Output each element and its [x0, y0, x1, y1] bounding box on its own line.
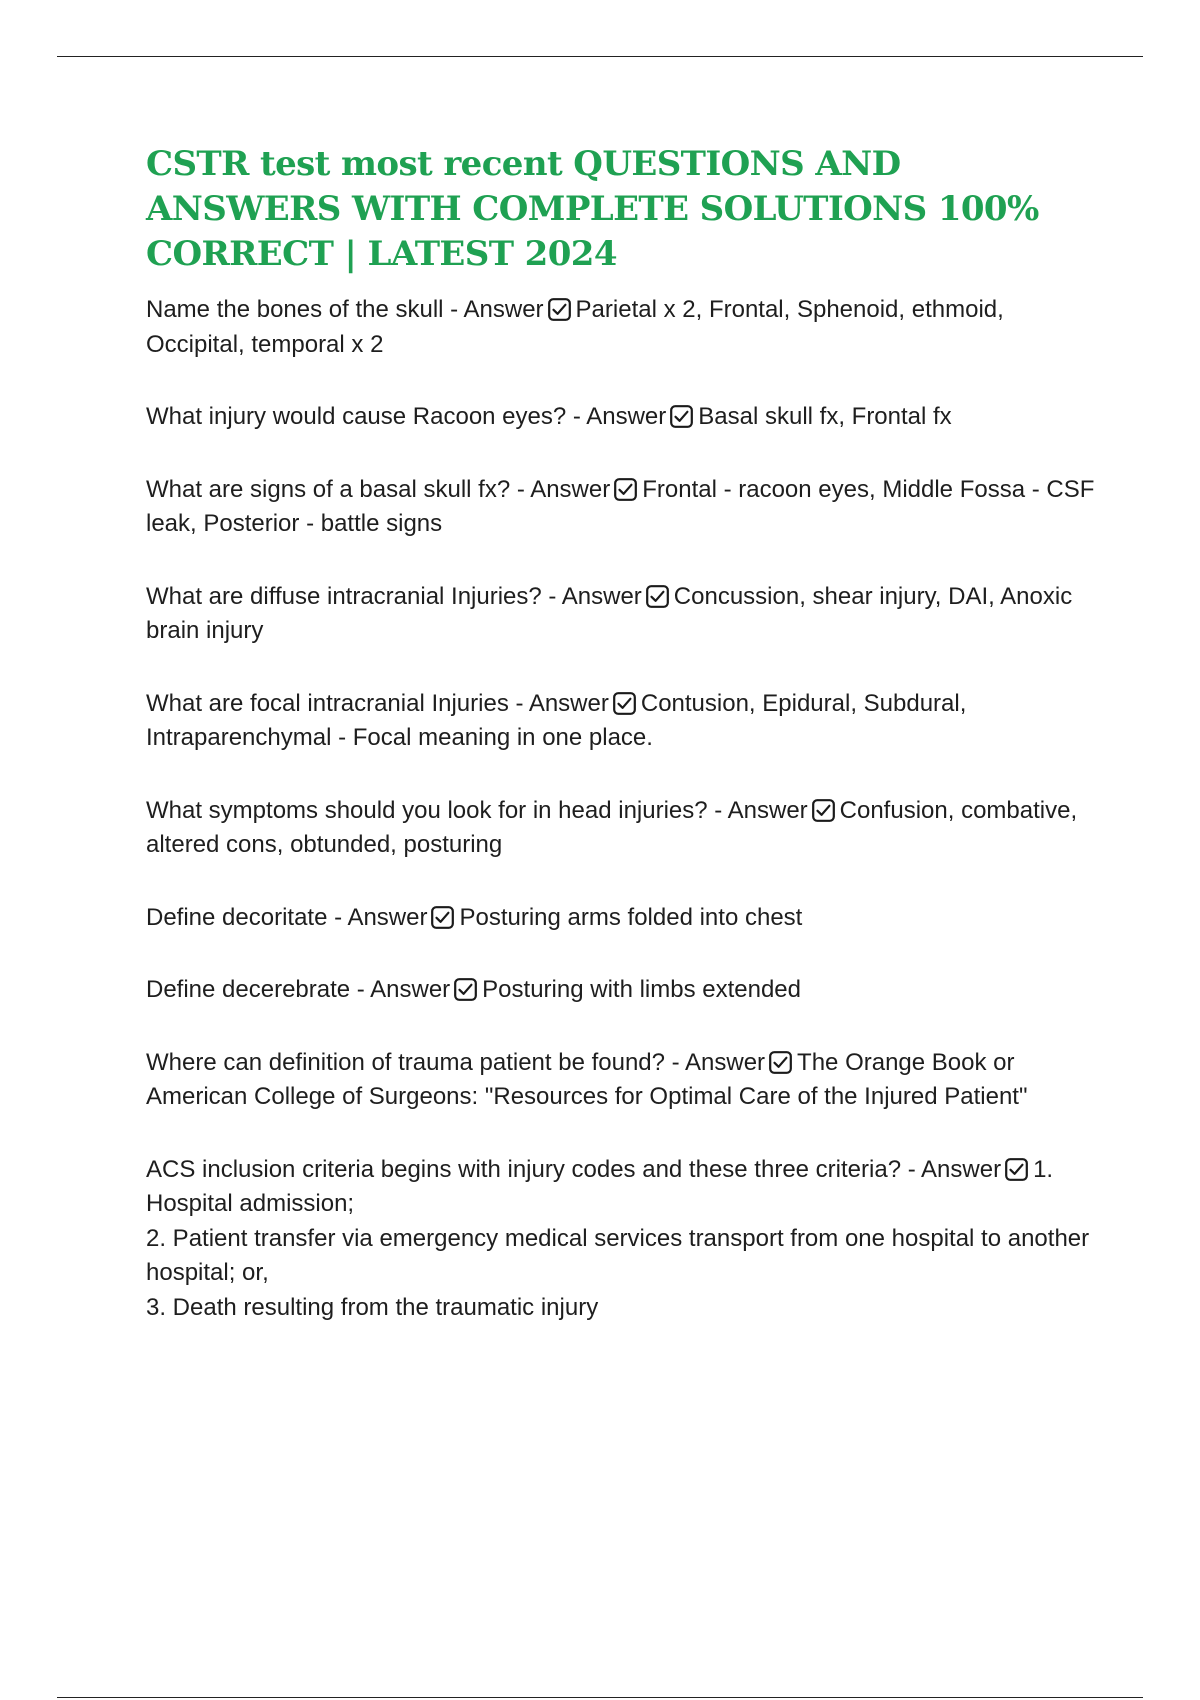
answer-label: Answer [685, 1048, 766, 1076]
answer-label: Answer [370, 976, 451, 1003]
qa-item [146, 687, 1096, 756]
qa-item [146, 794, 1096, 863]
question-text: What symptoms should you look for in head injuries? - [146, 796, 728, 824]
answer-line-3: 3. Death resulting from the traumatic injury [146, 1293, 599, 1321]
answer-text: Basal skull fx, Frontal fx [698, 403, 952, 430]
document-title: CSTR test most recent QUESTIONS AND ANSWERS WITH COMPLETE SOLUTIONS 100% CORRECT | LATEST 2024 [146, 144, 1039, 274]
question-text: Name the bones of the skull - [146, 296, 464, 323]
answer-text: Contusion, Epidural, Subdural, Intraparenchymal - Focal meaning in one place. [146, 689, 967, 751]
question-text: Define decoritate - [146, 903, 348, 931]
answer-text: Confusion, combative, altered cons, obtunded, posturing [146, 796, 1078, 858]
answer-text: Frontal - racoon eyes, Middle Fossa - CSF leak, Posterior - battle signs [146, 475, 1095, 537]
checkbox-checked-icon [454, 978, 477, 1001]
answer-line-1: 1. Hospital admission; [146, 1155, 1054, 1217]
checkbox-checked-icon [670, 405, 693, 428]
answer-text: Posturing with limbs extended [482, 976, 802, 1003]
qa-item [146, 901, 1096, 936]
question-text: Where can definition of trauma patient be found? - [146, 1048, 686, 1076]
question-text: ACS inclusion criteria begins with injury codes and these three criteria? - [146, 1155, 922, 1183]
checkbox-checked-icon [613, 692, 636, 715]
answer-label: Answer [921, 1155, 1002, 1183]
checkbox-checked-icon [1005, 1158, 1028, 1181]
answer-text: Posturing arms folded into chest [459, 903, 803, 931]
checkbox-checked-icon [812, 799, 835, 822]
question-text: What injury would cause Racoon eyes? - [146, 403, 587, 430]
checkbox-checked-icon [646, 585, 669, 608]
question-text: What are diffuse intracranial Injuries? - [146, 582, 562, 610]
answer-label: Answer [561, 582, 642, 610]
qa-item [146, 293, 1096, 362]
answer-label: Answer [727, 796, 808, 824]
qa-item [146, 580, 1096, 649]
checkbox-checked-icon [614, 478, 637, 501]
qa-item-acs-criteria [146, 1153, 1096, 1326]
answer-text: The Orange Book or American College of Surgeons: "Resources for Optimal Care of the Injured Patient" [146, 1048, 1028, 1110]
checkbox-checked-icon [769, 1051, 792, 1074]
answer-label: Answer [530, 475, 611, 503]
answer-text: Concussion, shear injury, DAI, Anoxic brain injury [146, 582, 1073, 644]
answer-line-2: 2. Patient transfer via emergency medical services transport from one hospital to another hospital; or, [146, 1224, 1090, 1286]
question-text: Define decerebrate - [146, 976, 371, 1003]
top-rule [57, 56, 1143, 57]
document-body [146, 142, 1096, 1363]
qa-item [146, 1046, 1096, 1115]
answer-label: Answer [347, 903, 428, 931]
answer-label: Answer [586, 403, 667, 430]
qa-item [146, 400, 1096, 435]
answer-label: Answer [528, 689, 609, 717]
checkbox-checked-icon [431, 906, 454, 929]
qa-item [146, 973, 1096, 1008]
bottom-rule [57, 1697, 1143, 1698]
checkbox-checked-icon [548, 298, 571, 321]
question-text: What are focal intracranial Injuries - [146, 689, 529, 717]
answer-text: Parietal x 2, Frontal, Sphenoid, ethmoid, Occipital, temporal x 2 [146, 296, 1004, 358]
question-text: What are signs of a basal skull fx? - [146, 475, 531, 503]
qa-item [146, 473, 1096, 542]
answer-label: Answer [463, 296, 544, 323]
